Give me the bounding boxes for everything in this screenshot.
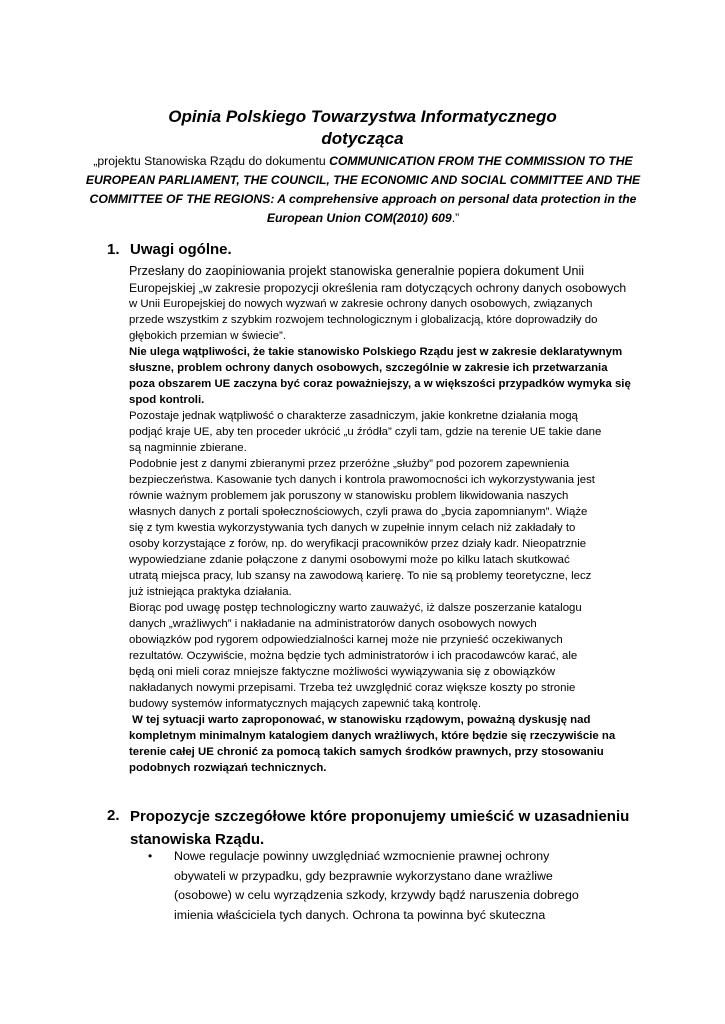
paragraph-line: Przesłany do zaopiniowania projekt stanowiska generalnie popiera dokument Unii bbox=[129, 264, 585, 278]
section-1-number: 1. bbox=[107, 241, 120, 258]
paragraph-line: się z tym kwestia wykorzystywania tych danych w zupełnie innym celach niż zakładały to bbox=[129, 522, 576, 534]
document-title-line-1: Opinia Polskiego Towarzystwa Informatycznego bbox=[168, 107, 557, 126]
paragraph-line: w Unii Europejskiej do nowych wyzwań w zakresie ochrony danych osobowych, związanych bbox=[129, 298, 593, 310]
paragraph-line: Biorąc pod uwagę postęp technologiczny warto zauważyć, iż dalsze poszerzanie katalogu bbox=[129, 602, 582, 614]
paragraph-line: przede wszystkim z szybkim rozwojem technologicznym i globalizacją, które doprowadziły do bbox=[129, 314, 598, 326]
paragraph-line: własnych danych z portali społecznościowych, czyli prawa do „bycia zapomnianym”. Wiąże bbox=[129, 506, 588, 518]
section-1-title: Uwagi ogólne. bbox=[130, 241, 232, 258]
paragraph-line: utratą miejsca pracy, lub szansy na zawodową karierę. To nie są problemy teoretyczne, lecz bbox=[129, 570, 592, 582]
bullet-line: (osobowe) w celu wyrządzenia szkody, krzywdy bądź naruszenia dobrego bbox=[174, 888, 579, 902]
paragraph-line: Europejskiej „w zakresie propozycji określenia ram dotyczących ochrony danych osobowych bbox=[129, 281, 627, 295]
bullet-line: Nowe regulacje powinny uwzględniać wzmocnienie prawnej ochrony bbox=[174, 849, 550, 863]
paragraph-line: obowiązków pod rygorem odpowiedzialności karnej może nie przynieść oczekiwanych bbox=[129, 634, 563, 646]
paragraph-line: budowy systemów informatycznych mających zapewnić taką kontrolę. bbox=[129, 698, 481, 710]
bullet-line: obywateli w przypadku, gdy bezprawnie wykorzystano dane wrażliwe bbox=[174, 868, 553, 883]
subtitle-suffix: .” bbox=[451, 211, 460, 225]
paragraph-line: głębokich przemian w świecie”. bbox=[129, 330, 286, 342]
paragraph-line-bold: Nie ulega wątpliwości, że takie stanowisko Polskiego Rządu jest w zakresie deklaratywnym bbox=[129, 346, 623, 358]
paragraph-line: osoby korzystające z forów, np. do weryfikacji pracowników przez działy kadr. Nieopatrznie bbox=[129, 538, 587, 550]
paragraph-line: równie ważnym problemem jak poruszony w stanowisku problem likwidowania naszych bbox=[129, 490, 569, 502]
bullet-icon: • bbox=[148, 849, 153, 863]
subtitle-prefix: „projektu Stanowiska Rządu do dokumentu bbox=[93, 154, 330, 168]
section-1-body bbox=[129, 262, 647, 776]
section-2-title-line-2: stanowiska Rządu. bbox=[130, 831, 265, 848]
paragraph-line: nakładanych nowymi przepisami. Trzeba też uwzględnić coraz większe koszty po stronie bbox=[129, 682, 576, 694]
subtitle-document-name: COMMUNICATION FROM THE COMMISSION TO THE EUROPEAN PARLIAMENT, THE COUNCIL, THE ECONOMIC AND SOCIAL COMMITTEE AND THE COMMITTEE OF THE REGIONS: A comprehensive approach on personal data protection in the European Union COM(2010) 609 bbox=[85, 154, 641, 225]
paragraph-line: już istniejąca praktyka działania. bbox=[129, 586, 292, 598]
paragraph-line-bold: spod kontroli. bbox=[129, 394, 205, 406]
bullet-line: imienia właściciela tych danych. Ochrona ta powinna być skuteczna bbox=[174, 907, 546, 922]
document-title-line-2: dotycząca bbox=[321, 129, 404, 148]
paragraph-line: rezultatów. Oczywiście, można będzie tych administratorów i ich pracodawców karać, ale bbox=[129, 650, 578, 662]
paragraph-line: są nagminnie zbierane. bbox=[129, 442, 247, 454]
paragraph-line: Podobnie jest z danymi zbieranymi przez przeróżne „służby” pod pozorem zapewnienia bbox=[129, 458, 570, 470]
paragraph-line-bold: terenie całej UE chronić za pomocą takich samych środków prawnych, przy stosowaniu bbox=[129, 746, 604, 758]
paragraph-line: danych „wrażliwych” i nakładanie na administratorów danych osobowych nowych bbox=[129, 618, 537, 630]
paragraph-line: podjąć kraje UE, aby ten proceder ukrócić „u źródła” czyli tam, gdzie na terenie UE takie dane bbox=[129, 426, 602, 438]
section-2-title-line-1: Propozycje szczegółowe które proponujemy umieścić w uzasadnieniu bbox=[130, 808, 630, 825]
paragraph-line-bold: W tej sytuacji warto zaproponować, w stanowisku rządowym, poważną dyskusję nad bbox=[129, 714, 591, 726]
section-2-number: 2. bbox=[107, 807, 120, 824]
paragraph-line: wypowiedziane zdanie połączone z danymi osobowymi może po kilku latach skutkować bbox=[129, 554, 570, 566]
paragraph-line-bold: podobnych rozwiązań technicznych. bbox=[129, 762, 327, 774]
paragraph-line-bold: słuszne, problem ochrony danych osobowych, szczególnie w zakresie ich przetwarzania bbox=[129, 362, 608, 374]
document-subtitle bbox=[78, 152, 648, 228]
bullet-item bbox=[174, 847, 649, 925]
paragraph-line: Pozostaje jednak wątpliwość o charakterze zasadniczym, jakie konkretne działania mogą bbox=[129, 410, 578, 422]
paragraph-line: bezpieczeństwa. Kasowanie tych danych i kontrola prawomocności ich wykorzystywania jest bbox=[129, 474, 595, 486]
paragraph-line-bold: kompletnym minimalnym katalogiem danych wrażliwych, które będzie się rzeczywiście na bbox=[129, 730, 616, 742]
paragraph-line: będą oni mieli coraz mniejsze faktyczne możliwości wywiązywania się z obowiązków bbox=[129, 666, 556, 678]
paragraph-line-bold: poza obszarem UE zaczyna być coraz poważniejszy, a w większości przypadków wymyka się bbox=[129, 378, 631, 390]
section-2-title bbox=[130, 805, 650, 851]
